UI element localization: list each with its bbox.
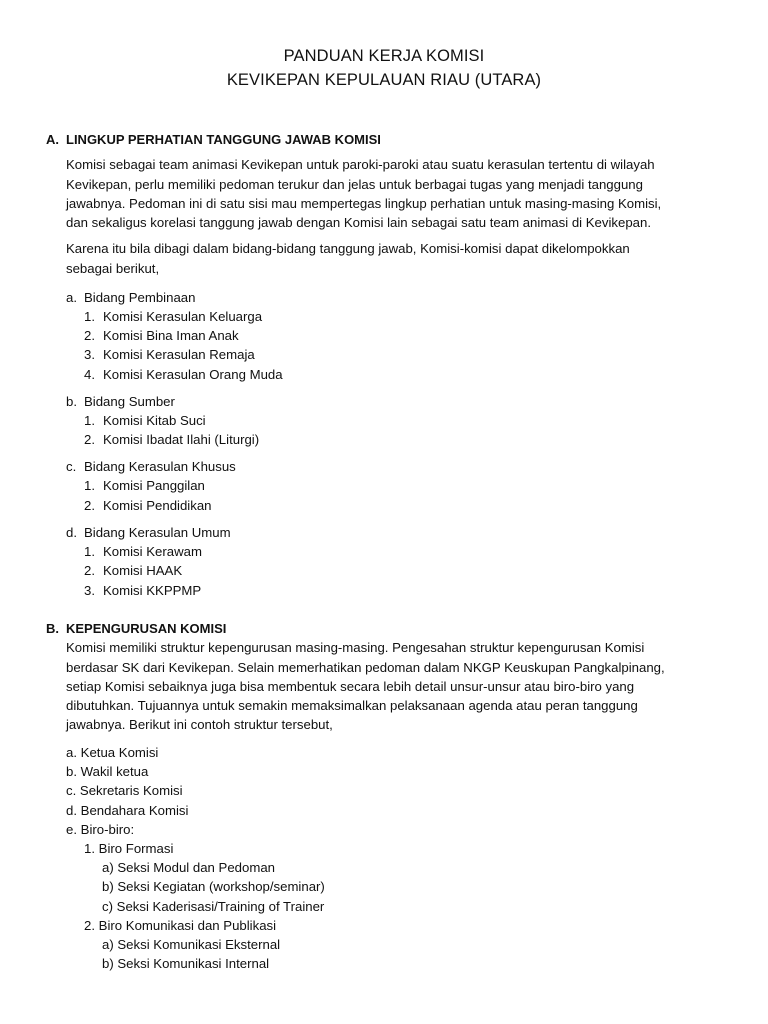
section-a-paragraph-1-line: jawabnya. Pedoman ini di satu sisi mau mempertegas lingkup perhatian untuk masing-masing Komisi, [66,196,662,211]
list-item-marker: 1. [84,544,95,559]
section-b-paragraph-line: setiap Komisi sebaiknya juga bisa membentuk secara lebih detail unsur-unsur atau biro-biro yang [66,679,635,694]
document-title-line-2: KEVIKEPAN KEPULAUAN RIAU (UTARA) [226,71,542,89]
structure-subsubitem: a) Seksi Modul dan Pedoman [102,860,276,875]
structure-item: d. Bendahara Komisi [66,803,189,818]
section-a-paragraph-2-line: sebagai berikut, [66,261,160,276]
list-item-marker: 1. [84,413,95,428]
section-b-paragraph-line: berdasar SK dari Kevikepan. Selain memerhatikan pedoman dalam NKGP Keuskupan Pangkalpinang, [66,660,665,675]
section-a-letter: A. [46,132,59,147]
list-item-marker: 1. [84,309,95,324]
group-marker: d. [66,525,77,540]
section-a-paragraph-1-line: Komisi sebagai team animasi Kevikepan untuk paroki-paroki atau suatu kerasulan tertentu di wilayah [66,157,655,172]
list-item: Komisi Kitab Suci [103,413,206,428]
group-label: Bidang Kerasulan Umum [84,525,231,540]
group-marker: b. [66,394,77,409]
section-b-paragraph-line: dibutuhkan. Tujuannya untuk semakin memaksimalkan pelaksanaan agenda atau peran tanggung [66,698,638,713]
section-b-paragraph-line: jawabnya. Berikut ini contoh struktur tersebut, [66,717,333,732]
structure-item: b. Wakil ketua [66,764,149,779]
group-label: Bidang Kerasulan Khusus [84,459,236,474]
list-item-marker: 3. [84,583,95,598]
structure-subsubitem: c) Seksi Kaderisasi/Training of Trainer [102,899,325,914]
structure-item: a. Ketua Komisi [66,745,159,760]
section-a-heading: LINGKUP PERHATIAN TANGGUNG JAWAB KOMISI [66,132,381,147]
structure-subitem: 1. Biro Formasi [84,841,174,856]
list-item: Komisi HAAK [103,563,183,578]
list-item: Komisi Kerasulan Remaja [103,347,255,362]
group-label: Bidang Pembinaan [84,290,196,305]
section-a-paragraph-1-line: dan sekaligus korelasi tanggung jawab dengan Komisi lain sebagai satu team animasi di Kevikepan. [66,215,652,230]
section-a-paragraph-2-line: Karena itu bila dibagi dalam bidang-bidang tanggung jawab, Komisi-komisi dapat dikelompokkan [66,241,630,256]
group-label: Bidang Sumber [84,394,175,409]
list-item-marker: 2. [84,498,95,513]
list-item: Komisi KKPPMP [103,583,202,598]
section-b-letter: B. [46,621,59,636]
section-a-paragraph-1-line: Kevikepan, perlu memiliki pedoman terukur dan jelas untuk berbagai tugas yang menjadi tanggung [66,177,643,192]
list-item: Komisi Panggilan [103,478,205,493]
list-item-marker: 2. [84,432,95,447]
list-item: Komisi Kerasulan Keluarga [103,309,263,324]
structure-subsubitem: a) Seksi Komunikasi Eksternal [102,937,281,952]
group-marker: c. [66,459,77,474]
list-item-marker: 2. [84,563,95,578]
structure-subsubitem: b) Seksi Kegiatan (workshop/seminar) [102,879,325,894]
structure-subsubitem: b) Seksi Komunikasi Internal [102,956,270,971]
list-item: Komisi Ibadat Ilahi (Liturgi) [103,432,260,447]
section-b-paragraph-line: Komisi memiliki struktur kepengurusan masing-masing. Pengesahan struktur kepengurusan Komisi [66,640,645,655]
list-item-marker: 4. [84,367,95,382]
group-marker: a. [66,290,77,305]
list-item: Komisi Pendidikan [103,498,212,513]
document-title-line-1: PANDUAN KERJA KOMISI [283,47,485,65]
structure-item: c. Sekretaris Komisi [66,783,183,798]
list-item-marker: 1. [84,478,95,493]
list-item: Komisi Kerawam [103,544,202,559]
list-item-marker: 2. [84,328,95,343]
structure-item: e. Biro-biro: [66,822,135,837]
list-item: Komisi Bina Iman Anak [103,328,239,343]
list-item-marker: 3. [84,347,95,362]
section-b-heading: KEPENGURUSAN KOMISI [66,621,227,636]
list-item: Komisi Kerasulan Orang Muda [103,367,283,382]
structure-subitem: 2. Biro Komunikasi dan Publikasi [84,918,277,933]
